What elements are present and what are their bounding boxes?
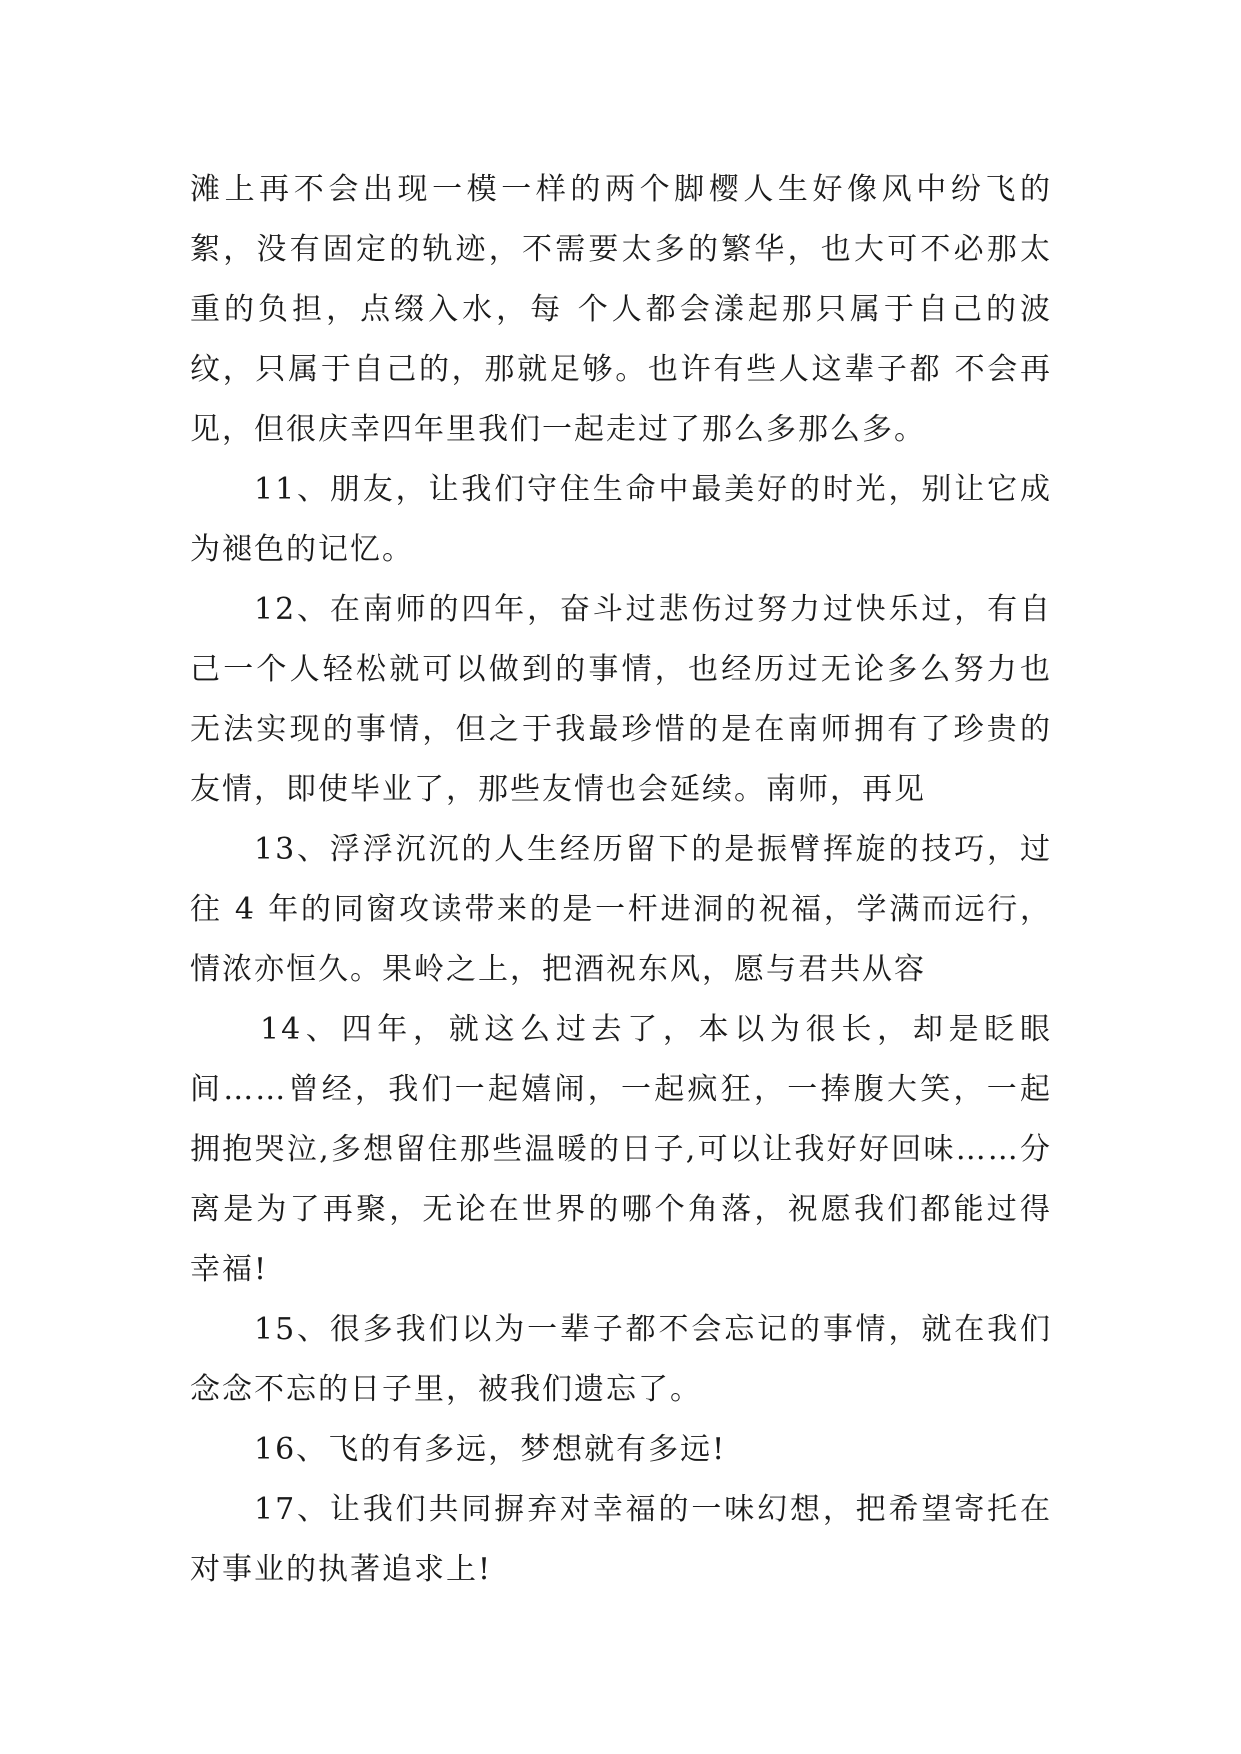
paragraph-11: 11、朋友，让我们守住生命中最美好的时光，别让它成为褪色的记忆。 (190, 472, 1052, 567)
paragraph-15: 15、很多我们以为一辈子都不会忘记的事情，就在我们念念不忘的日子里，被我们遗忘了。 (190, 1312, 1052, 1407)
document-page (190, 160, 1052, 1600)
paragraph-13: 13、浮浮沉沉的人生经历留下的是振臂挥旋的技巧，过往 4 年的同窗攻读带来的是一杆进洞的祝福，学满而远行，情浓亦恒久。果岭之上，把酒祝东风，愿与君共从容 (190, 832, 1052, 987)
paragraph-16: 16、飞的有多远，梦想就有多远! (254, 1432, 727, 1467)
paragraph-14: 14、四年，就这么过去了，本以为很长，却是眨眼间……曾经，我们一起嬉闹，一起疯狂，一捧腹大笑，一起拥抱哭泣,多想留住那些温暖的日子,可以让我好好回味……分离是为了再聚，无论在世界的哪个角落，祝愿我们都能过得幸福! (190, 1012, 1052, 1287)
paragraph-17: 17、让我们共同摒弃对幸福的一味幻想，把希望寄托在对事业的执著追求上! (190, 1492, 1052, 1587)
paragraph-continuation: 滩上再不会出现一模一样的两个脚樱人生好像风中纷飞的絮，没有固定的轨迹，不需要太多的繁华，也大可不必那太重的负担，点缀入水，每 个人都会漾起那只属于自己的波纹，只属于自己的，那就足够。也许有些人这辈子都 不会再见，但很庆幸四年里我们一起走过了那么多那么多。 (190, 172, 1052, 447)
paragraph-12: 12、在南师的四年，奋斗过悲伤过努力过快乐过，有自己一个人轻松就可以做到的事情，也经历过无论多么努力也无法实现的事情，但之于我最珍惜的是在南师拥有了珍贵的友情，即使毕业了，那些友情也会延续。南师，再见 (190, 592, 1052, 807)
